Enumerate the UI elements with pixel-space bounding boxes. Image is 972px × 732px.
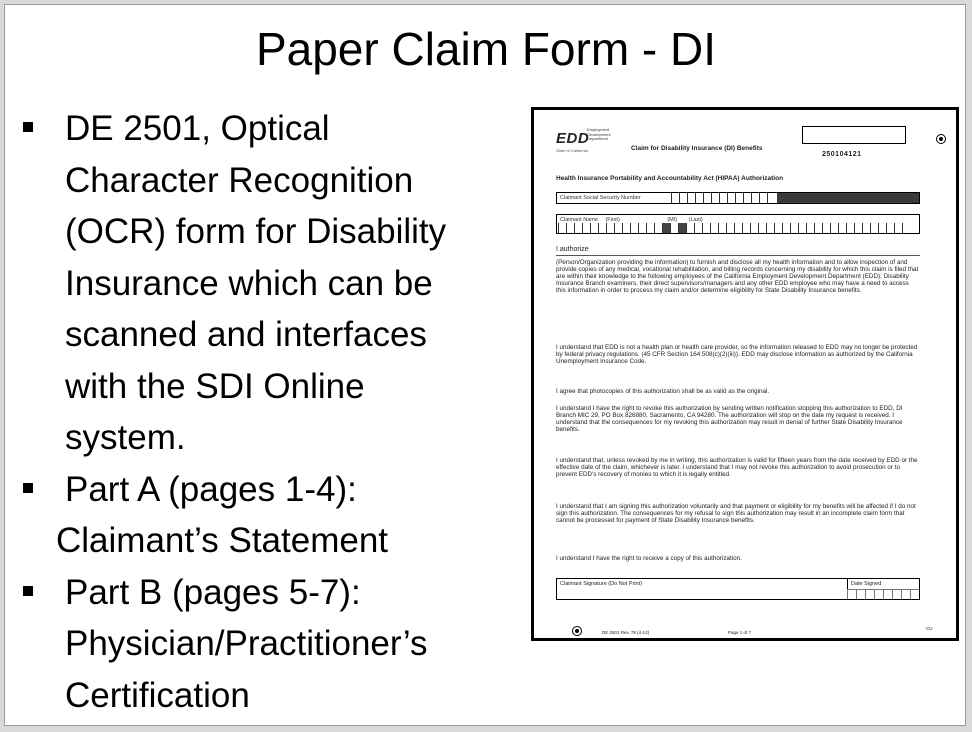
ssn-label: Claimant Social Security Number: [560, 195, 641, 201]
claim-form-image: [531, 107, 959, 641]
bullet-marker: [23, 483, 33, 493]
form-paragraph: I understand that I am signing this authorization voluntarily and that payment or eligibility for my benefits will be affected if I do not sign this authorization. The consequences for my refusal to sign this authorization may result in an incomplete claim form that cannot be processed for payment of State Disability Insurance benefits.: [556, 503, 916, 524]
footer-form-number: DE 2501 Rev. 78 (4-12): [602, 630, 650, 635]
hipaa-heading: Health Insurance Portability and Accountability Act (HIPAA) Authorization: [556, 175, 784, 182]
bullet-line: Certification: [65, 675, 250, 715]
bullet-line: with the SDI Online: [65, 366, 365, 406]
footer-page-number: Page 1 of 7: [728, 630, 752, 635]
slide: [4, 4, 966, 726]
form-number-box: [802, 126, 906, 144]
bullet-line: system.: [65, 418, 186, 457]
form-paragraph: I understand I have the right to revoke this authorization by sending written notification stopping this authorization to EDD, DI Branch MIC 29, PO Box 826880, Sacramento, CA 94280. The authorization will stop on the date my request is received. I understand that the consequences for my revoking this authorization may result in denial of further State Disability Insurance benefits.: [556, 405, 903, 433]
bullet-line: DE 2501, Optical: [65, 109, 330, 148]
edd-logo-state: State of California: [556, 148, 588, 153]
bullet-line: Character Recognition: [65, 160, 414, 200]
form-paragraph: (Person/Organization providing the information) to furnish and disclose all my health information and to allow inspection of and provide copies of any medical, vocational rehabilitation, and billing records concerning my disability for which this claim is filed that are within their knowledge to the following employees of the California Employment Development Department (EDD): Disability Insurance Branch examiners, their direct supervisors/managers and any other EDD employee who may have a need to access this information in order to process my claim and/or determine eligibility for State Disability Insurance benefits.: [556, 259, 919, 294]
authorize-label: I authorize: [556, 246, 589, 253]
registration-mark-icon: [572, 626, 582, 636]
form-paragraph: I understand I have the right to receive a copy of this authorization.: [556, 555, 742, 562]
bullet-list: [19, 103, 509, 721]
bullet-line: Part A (pages 1-4):: [65, 469, 357, 509]
claimant-name-field: [556, 214, 920, 234]
bullet-marker: [23, 122, 33, 132]
bullet-line: Part B (pages 5-7):: [65, 572, 361, 612]
form-paragraph: I understand that, unless revoked by me in writing, this authorization is valid for fifteen years from the date received by EDD or the effective date of the claim, whichever is later. I understand that I may not revoke this authorization to avoid prosecution or to prevent EDD's recovery of monies to which it is legally entitled.: [556, 457, 918, 478]
bullet-line: Physician/Practitioner’s: [65, 624, 428, 663]
bullet-item: [19, 464, 509, 567]
registration-mark-icon: [936, 134, 946, 144]
form-paragraph: I agree that photocopies of this authorization shall be as valid as the original.: [556, 388, 770, 395]
bullet-marker: [23, 586, 33, 596]
bullet-item: [19, 103, 509, 464]
bullet-continuation: Claimant’s Statement: [56, 521, 389, 560]
date-signed-label: Date Signed: [851, 581, 882, 587]
edd-logo: EDD: [556, 130, 590, 147]
authorize-line: [556, 255, 920, 256]
signature-box: [556, 578, 920, 600]
bullet-line: Insurance which can be: [65, 263, 433, 303]
form-title: Claim for Disability Insurance (DI) Benefits: [631, 145, 763, 152]
form-number: 250104121: [822, 151, 862, 158]
bullet-line: (OCR) form for Disability: [65, 212, 447, 251]
edd-logo-subtitle: Employment Development Department: [587, 127, 611, 141]
name-cells: [558, 223, 910, 233]
signature-label: Claimant Signature (Do Not Print): [560, 581, 642, 587]
ssn-shaded-bar: [777, 193, 919, 203]
date-cells: [847, 589, 919, 599]
form-paragraph: I understand that EDD is not a health plan or health care provider, so the information released to EDD may no longer be protected by federal privacy regulations. (45 CFR Section 164.508(c)(2)(iii)). EDD may disclose information as authorized by the California Unemployment Insurance Code.: [556, 344, 918, 365]
bullet-item: [19, 567, 509, 722]
ssn-cells: [671, 193, 775, 203]
footer-code: CU: [926, 626, 933, 631]
ssn-field: [556, 192, 920, 204]
slide-title: Paper Claim Form - DI: [255, 23, 717, 75]
bullet-line: scanned and interfaces: [65, 315, 427, 354]
name-label: Claimant Name (First) (MI) (Last): [560, 217, 703, 223]
